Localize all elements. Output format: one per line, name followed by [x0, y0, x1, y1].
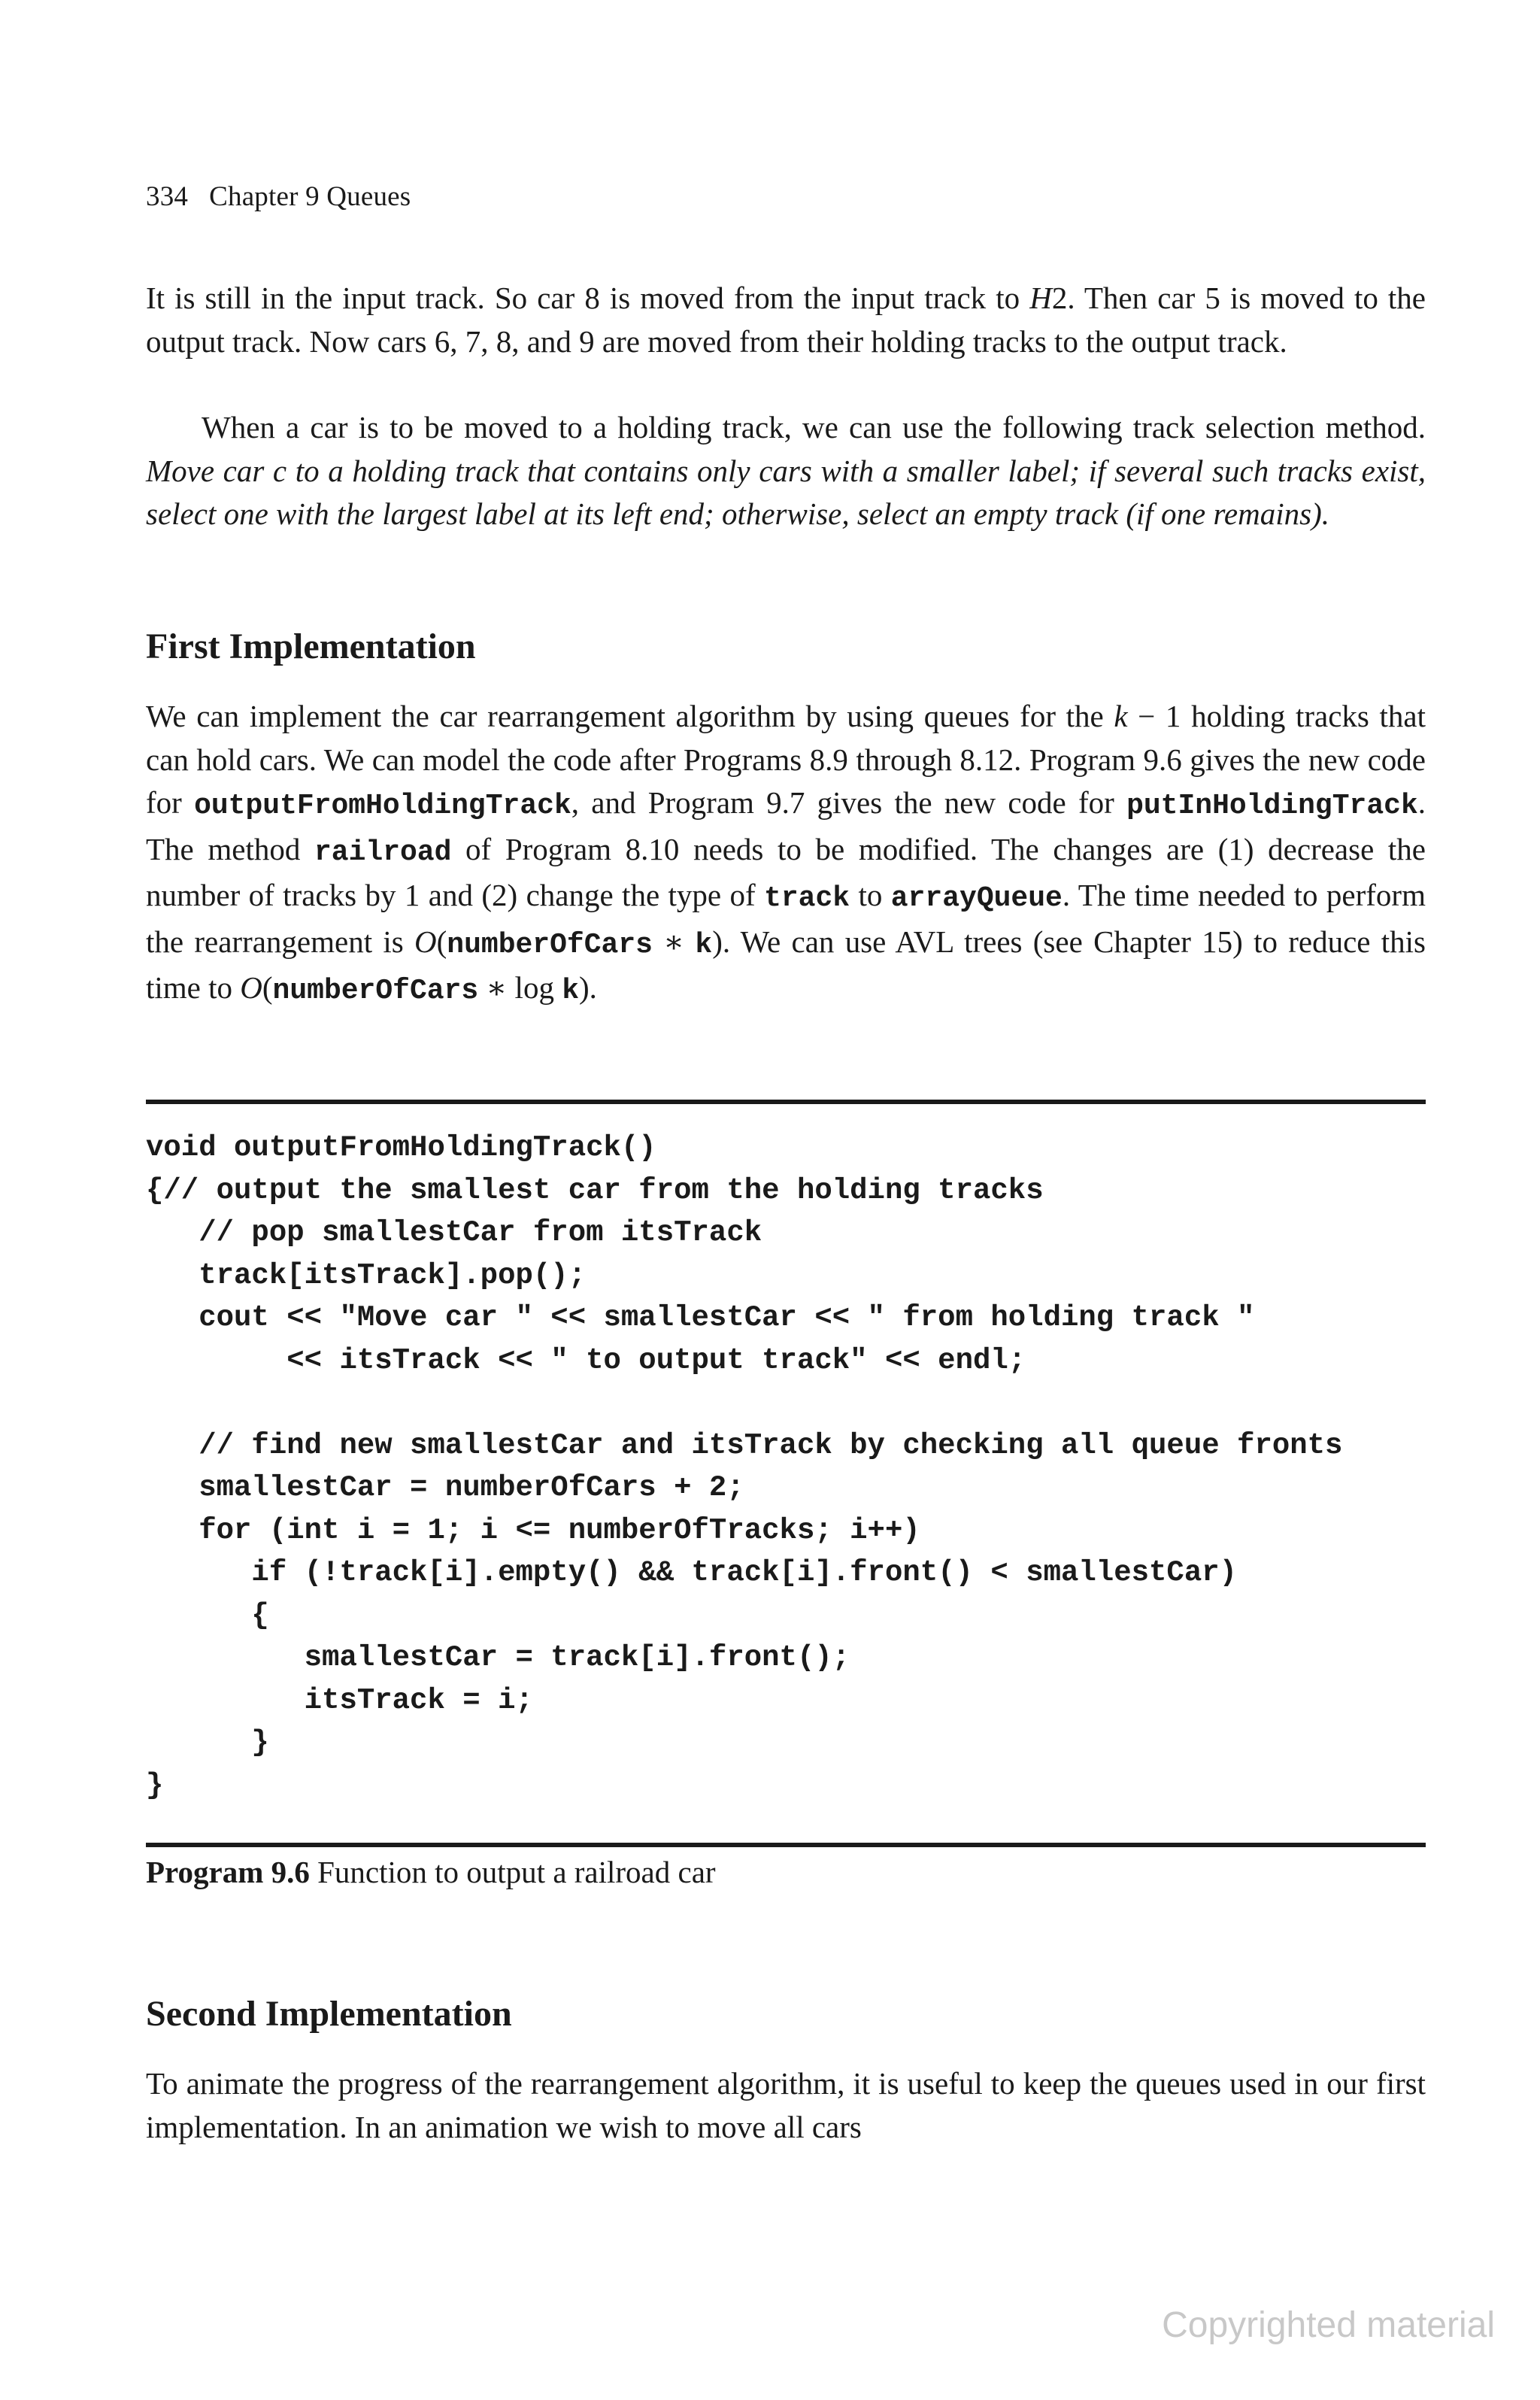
copyright-watermark: Copyrighted material	[1162, 2305, 1495, 2345]
page-number: 334	[146, 181, 189, 212]
program-label: Program 9.6	[146, 1855, 310, 1889]
program-caption: Program 9.6 Function to output a railroad car	[146, 1855, 716, 1889]
program-top-rule	[146, 1100, 1426, 1104]
paragraph-first-implementation: We can implement the car rearrangement algorithm by using queues for the k − 1 holding tracks that can hold cars. We can model the code after Programs 8.9 through 8.12. Program 9.6 gives the new code for outputFromHoldingTrack, and Program 9.7 gives the new code for putInHoldingTrack. The method railroad of Program 8.10 needs to be modified. The changes are (1) decrease the number of tracks by 1 and (2) change the type of track to arrayQueue. The time needed to perform the rearrangement is O(numberOfCars ∗ k). We can use AVL trees (see Chapter 15) to reduce this time to O(numberOfCars ∗ log k).	[146, 699, 1426, 1007]
paragraph-continuation: It is still in the input track. So car 8 is moved from the input track to H2. Then car 5 is moved to the output track. Now cars 6, 7, 8, and 9 are moved from their holding tracks to the output track.	[146, 281, 1426, 359]
selection-rule: Move car c to a holding track that contains only cars with a smaller label; if several such tracks exist, select one with the largest label at its left end; otherwise, select an empty track (if one remains).	[146, 453, 1426, 531]
section-heading-first-implementation: First Implementation	[146, 627, 476, 666]
chapter-title: Chapter 9 Queues	[209, 181, 411, 212]
running-head	[146, 181, 411, 213]
paragraph-track-selection: When a car is to be moved to a holding track, we can use the following track selection method. Move car c to a holding track that contains only cars with a smaller label; if several such tracks exist, select one with the largest label at its left end; otherwise, select an empty track (if one remains).	[146, 410, 1426, 531]
program-code-listing: void outputFromHoldingTrack() {// output the smallest car from the holding tracks // pop smallestCar from itsTrack track[itsTrack].pop(); cout << "Move car " << smallestCar << " from holding track " << itsTrack << " to output track" << endl; // find new smallestCar and itsTrack by checking all queue fronts smallestCar = numberOfCars + 2; for (int i = 1; i <= numberOfTracks; i++) if (!track[i].empty() && track[i].front() < smallestCar) { smallestCar = track[i].front(); itsTrack = i; } }	[146, 1131, 1343, 1802]
program-bottom-rule	[146, 1843, 1426, 1847]
section-heading-second-implementation: Second Implementation	[146, 1994, 512, 2034]
paragraph-second-implementation: To animate the progress of the rearrangement algorithm, it is useful to keep the queues used in our first implementation. In an animation we wish to move all cars	[146, 2066, 1426, 2144]
